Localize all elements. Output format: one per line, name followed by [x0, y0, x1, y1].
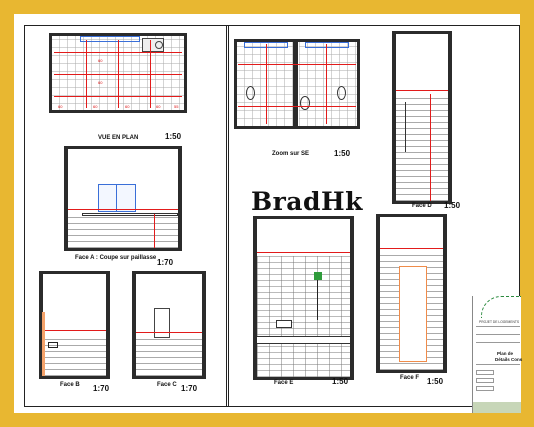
plan-dim-2: 60 [93, 104, 98, 109]
face-b-label: Face B [60, 382, 80, 388]
title-block [472, 296, 521, 413]
face-a-scale: 1:70 [157, 258, 174, 267]
face-f-scale: 1:50 [427, 377, 444, 386]
plan-dim-7: 60 [98, 80, 103, 85]
face-f-label: Face F [400, 375, 420, 381]
plan-view-label: VUE EN PLAN [98, 135, 139, 141]
plan-dim-6: 60 [98, 58, 103, 63]
face-e-label: Face E [274, 380, 294, 386]
title-block-plan: Plan de [497, 351, 514, 356]
zoom-label: Zoom sur SE [272, 151, 310, 157]
zoom-scale: 1:50 [334, 149, 351, 158]
plan-view-scale: 1:50 [165, 132, 182, 141]
face-d-scale: 1:50 [444, 201, 461, 210]
title-block-details: Détails Cons [495, 357, 523, 362]
plan-dim-5: 55 [174, 104, 179, 109]
face-e-scale: 1:50 [332, 377, 349, 386]
title-block-project: PROJET DE LOGEMENTS [479, 320, 520, 324]
face-c-label: Face C [157, 382, 177, 388]
face-a-label: Face A : Coupe sur paillasse [75, 255, 157, 261]
brand-watermark: BradHk [251, 187, 363, 216]
face-c-scale: 1:70 [181, 384, 198, 393]
plan-dim-4: 60 [156, 104, 161, 109]
plan-dim-1: 60 [58, 104, 63, 109]
face-d-label: Face D [412, 203, 432, 209]
drawing-sheet [14, 14, 523, 413]
face-b-scale: 1:70 [93, 384, 110, 393]
plan-dim-3: 60 [125, 104, 130, 109]
